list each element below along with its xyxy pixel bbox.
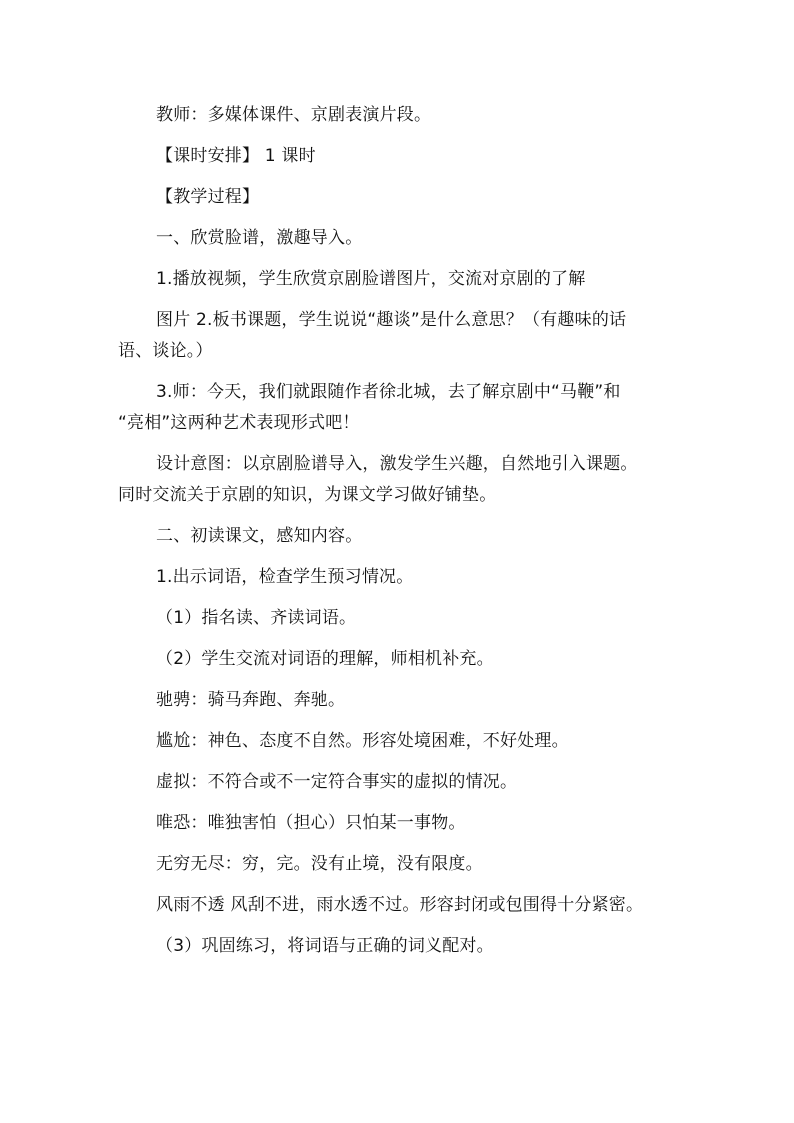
section-heading: 二、初读课文，感知内容。: [156, 526, 363, 546]
vocabulary-entry: 风雨不透 风刮不进，雨水透不过。形容封闭或包围得十分紧密。: [156, 895, 644, 915]
text-line: 设计意图：以京剧脸谱导入，激发学生兴趣，自然地引入课题。: [156, 454, 638, 474]
text-line: 【课时安排】 1 课时: [156, 146, 316, 166]
vocabulary-entry: 无穷无尽：穷，完。没有止境，没有限度。: [156, 854, 483, 874]
vocabulary-entry: 驰骋：骑马奔跑、奔驰。: [156, 690, 346, 710]
paragraph: [118, 266, 678, 293]
paragraph: [118, 728, 678, 755]
text-line: （1）指名读、齐读词语。: [156, 608, 357, 628]
paragraph: [118, 892, 678, 919]
text-line: 图片 2.板书课题，学生说说“趣谈”是什么意思？（有趣味的话: [156, 310, 627, 330]
text-line: 同时交流关于京剧的知识，为课文学习做好铺垫。: [118, 485, 497, 505]
text-line: （3）巩固练习，将词语与正确的词义配对。: [156, 936, 494, 956]
paragraph: [118, 379, 678, 437]
text-line: 1.播放视频，学生欣赏京剧脸谱图片，交流对京剧的了解: [156, 269, 586, 289]
paragraph: [118, 307, 678, 365]
text-line: 语、谈论。）: [118, 341, 213, 361]
paragraph: [118, 605, 678, 632]
vocabulary-entry: 虚拟：不符合或不一定符合事实的虚拟的情况。: [156, 772, 518, 792]
paragraph: [118, 225, 678, 252]
paragraph: [118, 451, 678, 509]
paragraph: [118, 184, 678, 211]
paragraph: [118, 769, 678, 796]
paragraph: [118, 564, 678, 591]
text-line: “亮相”这两种艺术表现形式吧！: [118, 413, 360, 433]
vocabulary-entry: 唯恐：唯独害怕（担心）只怕某一事物。: [156, 813, 466, 833]
vocabulary-entry: 尴尬：神色、态度不自然。形容处境困难，不好处理。: [156, 731, 569, 751]
text-line: 3.师：今天，我们就跟随作者徐北城，去了解京剧中“马鞭”和: [156, 382, 621, 402]
document-body: [118, 102, 678, 974]
paragraph: [118, 143, 678, 170]
text-line: 1.出示词语，检查学生预习情况。: [156, 567, 414, 587]
section-heading: 【教学过程】: [156, 187, 260, 207]
paragraph: [118, 646, 678, 673]
paragraph: [118, 687, 678, 714]
section-heading: 一、欣赏脸谱，激趣导入。: [156, 228, 363, 248]
text-line: （2）学生交流对词语的理解，师相机补充。: [156, 649, 494, 669]
paragraph: [118, 102, 678, 129]
paragraph: [118, 810, 678, 837]
text-line: 教师：多媒体课件、京剧表演片段。: [156, 105, 432, 125]
paragraph: [118, 851, 678, 878]
paragraph: [118, 933, 678, 960]
paragraph: [118, 523, 678, 550]
